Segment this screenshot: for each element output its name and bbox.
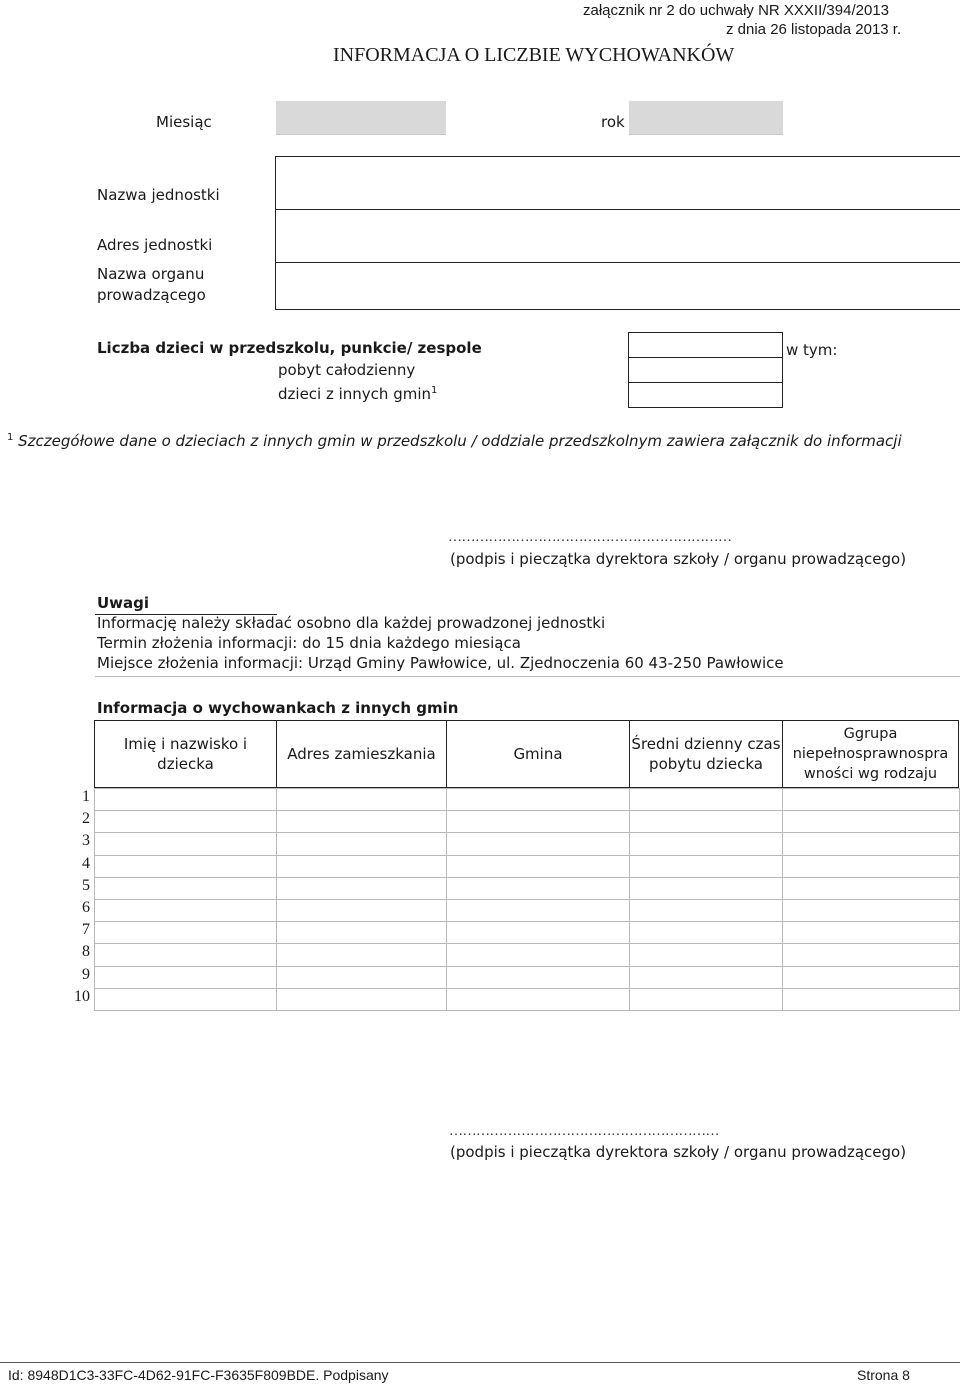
- including-label: w tym:: [786, 341, 838, 359]
- table-cell[interactable]: [277, 900, 446, 921]
- table-cell[interactable]: [95, 833, 276, 854]
- table-cell[interactable]: [447, 789, 629, 810]
- table-cell[interactable]: [277, 878, 446, 899]
- table-row-number: 6: [82, 899, 90, 916]
- table-cell[interactable]: [783, 856, 959, 877]
- table-cell[interactable]: [95, 856, 276, 877]
- unit-address-label: Adres jednostki: [97, 236, 213, 254]
- table-cell[interactable]: [630, 789, 782, 810]
- table-cell[interactable]: [277, 967, 446, 988]
- table-cell[interactable]: [277, 989, 446, 1010]
- table-row-number: 4: [82, 855, 90, 872]
- table-cell[interactable]: [447, 878, 629, 899]
- table-cell[interactable]: [783, 967, 959, 988]
- table-cell[interactable]: [447, 833, 629, 854]
- signature-dots-2: ……………………………………………………: [449, 1124, 719, 1139]
- table-row-number: 10: [74, 988, 90, 1005]
- organ-name-field[interactable]: [275, 262, 960, 310]
- table-cell[interactable]: [447, 856, 629, 877]
- table-row-number: 1: [82, 788, 90, 805]
- table-cell[interactable]: [783, 878, 959, 899]
- table-cell[interactable]: [277, 811, 446, 832]
- table-cell[interactable]: [277, 856, 446, 877]
- table-title: Informacja o wychowankach z innych gmin: [97, 699, 459, 717]
- signature-dots: ………………………………………………………: [448, 530, 732, 545]
- header-gmina: Gmina: [513, 745, 563, 763]
- children-count-field[interactable]: [628, 332, 783, 358]
- footnote-ref: 1: [431, 385, 438, 396]
- table-cell[interactable]: [95, 944, 276, 965]
- table-cell[interactable]: [447, 944, 629, 965]
- fullday-count-field[interactable]: [628, 357, 783, 383]
- table-cell[interactable]: [630, 833, 782, 854]
- table-cell[interactable]: [630, 878, 782, 899]
- page-title: INFORMACJA O LICZBIE WYCHOWANKÓW: [333, 44, 735, 66]
- table-cell[interactable]: [630, 811, 782, 832]
- year-label: rok: [601, 113, 625, 131]
- table-cell[interactable]: [783, 922, 959, 943]
- table-cell[interactable]: [277, 833, 446, 854]
- signature-caption-2: (podpis i pieczątka dyrektora szkoły / organu prowadzącego): [450, 1143, 907, 1161]
- table-cell[interactable]: [95, 878, 276, 899]
- month-field[interactable]: [276, 101, 446, 135]
- table-cell[interactable]: [783, 789, 959, 810]
- header-group: Ggrupa niepełnosprawnospra wności wg rodzaju: [792, 726, 949, 782]
- table-cell[interactable]: [95, 811, 276, 832]
- table-cell[interactable]: [277, 922, 446, 943]
- footer-rule: [0, 1362, 960, 1363]
- organ-label-line2: prowadzącego: [97, 286, 206, 304]
- table-cell[interactable]: [783, 833, 959, 854]
- table-cell[interactable]: [95, 967, 276, 988]
- annex-reference: załącznik nr 2 do uchwały NR XXXII/394/2013: [583, 2, 889, 19]
- table-cell[interactable]: [630, 922, 782, 943]
- table-cell[interactable]: [630, 900, 782, 921]
- notes-line-1: Informację należy składać osobno dla każdej prowadzonej jednostki: [97, 614, 606, 632]
- table-row-line: [94, 1010, 960, 1011]
- table-cell[interactable]: [630, 944, 782, 965]
- other-gminy-label: dzieci z innych gmin$^1$: [278, 385, 438, 403]
- table-cell[interactable]: [783, 900, 959, 921]
- table-row-number: 9: [82, 966, 90, 983]
- table-cell[interactable]: [95, 789, 276, 810]
- table-cell[interactable]: [783, 989, 959, 1010]
- fullday-label: pobyt całodzienny: [278, 361, 416, 379]
- table-cell[interactable]: [783, 944, 959, 965]
- notes-bottom-rule: [95, 676, 960, 677]
- table-cell[interactable]: [277, 944, 446, 965]
- organ-label-line1: Nazwa organu: [97, 265, 205, 283]
- table-row-number: 5: [82, 877, 90, 894]
- notes-title: Uwagi: [97, 594, 150, 612]
- table-cell[interactable]: [447, 900, 629, 921]
- unit-name-field[interactable]: [275, 156, 960, 210]
- month-label: Miesiąc: [156, 113, 212, 131]
- table-cell[interactable]: [447, 811, 629, 832]
- table-cell[interactable]: [783, 811, 959, 832]
- table-cell[interactable]: [95, 922, 276, 943]
- table-cell[interactable]: [447, 967, 629, 988]
- unit-name-label: Nazwa jednostki: [97, 186, 220, 204]
- table-row-number: 7: [82, 921, 90, 938]
- children-count-label: Liczba dzieci w przedszkolu, punkcie/ zespole: [97, 339, 482, 357]
- table-cell[interactable]: [447, 922, 629, 943]
- footnote-text: Szczegółowe dane o dzieciach z innych gmin w przedszkolu / oddziale przedszkolnym zawiera załącznik do informacji: [18, 432, 902, 450]
- notes-line-3: Miejsce złożenia informacji: Urząd Gminy Pawłowice, ul. Zjednoczenia 60 43-250 Pawłowice: [97, 654, 784, 672]
- signature-caption: (podpis i pieczątka dyrektora szkoły / organu prowadzącego): [450, 550, 907, 568]
- table-cell[interactable]: [630, 989, 782, 1010]
- unit-address-field[interactable]: [275, 209, 960, 263]
- table-cell[interactable]: [447, 989, 629, 1010]
- table-row-number: 8: [82, 943, 90, 960]
- footnote-mark: 1: [7, 432, 14, 443]
- table-cell[interactable]: [630, 967, 782, 988]
- footnote: [7, 432, 902, 450]
- footer-page: Strona 8: [857, 1367, 910, 1383]
- header-address: Adres zamieszkania: [287, 745, 436, 763]
- header-name: Imię i nazwisko i dziecka: [123, 735, 248, 773]
- other-gminy-count-field[interactable]: [628, 382, 783, 408]
- year-field[interactable]: [629, 101, 783, 135]
- table-row-number: 2: [82, 810, 90, 827]
- notes-line-2: Termin złożenia informacji: do 15 dnia każdego miesiąca: [97, 634, 521, 652]
- resolution-date: z dnia 26 listopada 2013 r.: [726, 21, 902, 38]
- table-cell[interactable]: [630, 856, 782, 877]
- table-cell[interactable]: [95, 989, 276, 1010]
- header-time: Średni dzienny czas pobytu dziecka: [631, 735, 781, 773]
- table-cell[interactable]: [95, 900, 276, 921]
- table-cell[interactable]: [277, 789, 446, 810]
- table-row-number: 3: [82, 832, 90, 849]
- footer-id: Id: 8948D1C3-33FC-4D62-91FC-F3635F809BDE. Podpisany: [8, 1367, 389, 1383]
